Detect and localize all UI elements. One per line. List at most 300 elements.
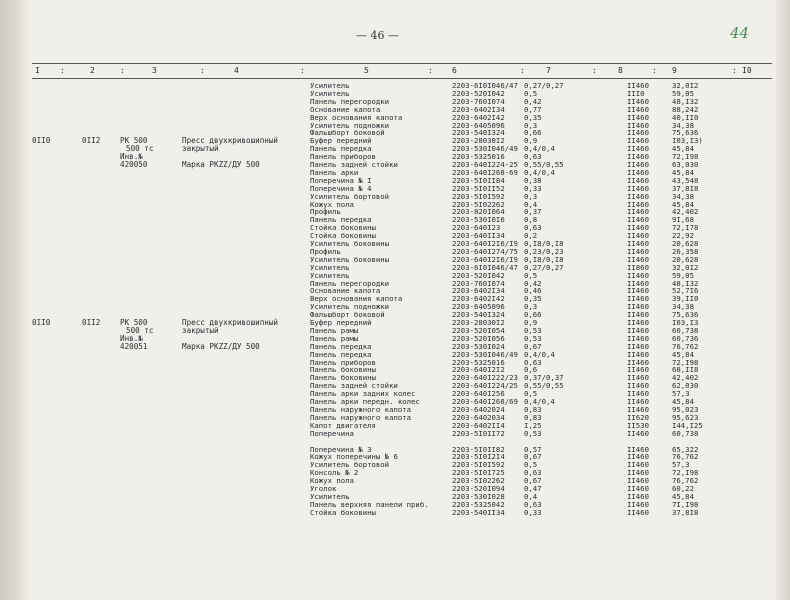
table-row: [32, 351, 772, 359]
weight: 0,83: [524, 404, 542, 414]
operation-code: 0II2: [82, 318, 101, 327]
part-name: Усилитель: [310, 270, 350, 280]
norm-code: II460: [627, 476, 649, 486]
part-code: 2203-540II34: [452, 507, 505, 517]
table-row: [32, 461, 772, 469]
amount: 22,92: [672, 231, 694, 241]
norm-code: II460: [627, 199, 649, 209]
amount: 45,84: [672, 199, 694, 209]
amount: 39,II0: [672, 294, 699, 304]
column-header: 7: [546, 66, 551, 75]
amount: I03,I3): [672, 136, 703, 146]
table-row: [32, 193, 772, 201]
column-header-row: [32, 66, 772, 78]
part-name: Панель передка: [310, 215, 372, 225]
norm-code: II460: [627, 160, 649, 169]
part-code: 2203-640I2I6/I9: [452, 254, 518, 264]
weight: 0,46: [524, 286, 542, 296]
part-name: Панель приборов: [310, 152, 376, 162]
weight: 0,67: [524, 452, 542, 462]
amount: 76,762: [672, 452, 699, 462]
weight: 0,5: [524, 389, 538, 399]
part-code: 2203-760I074: [452, 96, 505, 106]
weight: 0,3: [524, 191, 538, 201]
weight: 0,53: [524, 333, 542, 343]
norm-code: II460: [627, 333, 649, 343]
weight: 0,55/0,55: [524, 381, 564, 391]
part-name: Кожух пола: [310, 476, 354, 486]
weight: 0,55/0,55: [524, 160, 564, 169]
part-code: 2203-640I222/23: [452, 373, 518, 383]
norm-code: II460: [627, 207, 649, 217]
amount: 42,402: [672, 373, 699, 383]
press-info: 420051: [120, 341, 148, 351]
part-name: Панель рамы: [310, 325, 359, 335]
part-code: 2203-6402II4: [452, 420, 505, 430]
weight: 0,27/0,27: [524, 262, 564, 272]
weight: 0,33: [524, 183, 542, 193]
weight: 0,5: [524, 88, 538, 98]
part-code: 2203-5I0I725: [452, 468, 505, 478]
amount: 43,548: [672, 175, 699, 185]
amount: 75,636: [672, 128, 699, 138]
column-header: :: [520, 66, 525, 75]
table-row: [32, 287, 772, 295]
press-info: РК 500: [120, 318, 148, 327]
press-info: 420050: [120, 160, 148, 169]
column-header: :: [592, 66, 597, 75]
part-code: 2203-520I054: [452, 325, 505, 335]
column-header: I0: [742, 66, 752, 75]
part-name: Усилитель: [310, 262, 350, 272]
press-description: закрытый: [182, 325, 219, 335]
amount: 45,84: [672, 167, 694, 177]
part-code: 2203-6402I42: [452, 112, 505, 122]
weight: 0,57: [524, 444, 542, 454]
part-name: Усилитель: [310, 491, 350, 501]
table-row: [32, 98, 772, 106]
norm-code: II460: [627, 167, 649, 177]
amount: 72,I98: [672, 357, 699, 367]
amount: 63,030: [672, 160, 699, 169]
norm-code: II460: [627, 239, 649, 248]
amount: 20,628: [672, 239, 699, 248]
amount: 68,II8: [672, 365, 699, 375]
weight: 0,53: [524, 325, 542, 335]
group-code: 0II0: [32, 318, 51, 327]
part-name: Усилитель: [310, 88, 350, 98]
table-row: [32, 366, 772, 374]
column-header: 5: [364, 66, 369, 75]
table-row: [32, 501, 772, 509]
amount: 76,762: [672, 476, 699, 486]
amount: 59,05: [672, 88, 694, 98]
amount: I03,I3: [672, 318, 699, 327]
weight: 0,2: [524, 231, 538, 241]
part-code: 2203-640I256: [452, 389, 505, 399]
part-code: 2203-5325042: [452, 499, 505, 509]
table-row: [32, 272, 772, 280]
part-name: Панель арки задних колес: [310, 389, 416, 399]
part-code: 2203-640I268/69: [452, 397, 518, 406]
amount: 40,II0: [672, 112, 699, 122]
part-code: 2203-520I094: [452, 484, 505, 493]
norm-code: II530: [627, 420, 649, 430]
norm-code: II460: [627, 144, 649, 154]
table-row: [32, 169, 772, 177]
part-code: 2203-6I0I046/47: [452, 81, 518, 90]
norm-code: II460: [627, 404, 649, 414]
weight: 0,63: [524, 152, 542, 162]
table-row: [32, 208, 772, 216]
part-code: 2203-640I224-25: [452, 160, 518, 169]
part-code: 2203-530I046/49: [452, 144, 518, 154]
table-row: [32, 414, 772, 422]
amount: 60,22: [672, 484, 694, 493]
amount: 32,0I2: [672, 81, 699, 90]
weight: 0,3: [524, 120, 538, 130]
part-code: 2203-530I0I6: [452, 215, 505, 225]
table-row: [32, 106, 772, 114]
amount: 34,38: [672, 120, 694, 130]
part-code: 2203-640I268-69: [452, 167, 518, 177]
part-name: Основание капота: [310, 286, 381, 296]
part-code: 2203-5325016: [452, 357, 505, 367]
weight: 0,5: [524, 460, 538, 470]
part-code: 2203-530I046/49: [452, 349, 518, 359]
part-name: Усилитель бортовой: [310, 460, 390, 470]
part-code: 2203-28030I2: [452, 318, 505, 327]
norm-code: II460: [627, 310, 649, 320]
part-code: 2203-640II34: [452, 231, 505, 241]
part-name: Буфер передний: [310, 318, 372, 327]
group-code: 0II0: [32, 136, 51, 146]
part-code: 2203-5I0I592: [452, 460, 505, 470]
amount: 37,8I8: [672, 183, 699, 193]
weight: 0,I8/0,I8: [524, 254, 564, 264]
norm-code: II460: [627, 302, 649, 312]
table-row: [32, 446, 772, 454]
norm-code: II460: [627, 81, 649, 90]
table-row: [32, 264, 772, 272]
amount: 37,8I8: [672, 507, 699, 517]
amount: 65,322: [672, 444, 699, 454]
part-code: 2203-520I056: [452, 333, 505, 343]
weight: 0,42: [524, 278, 542, 288]
part-code: 2203-640I274/75: [452, 246, 518, 256]
table-row: [32, 280, 772, 288]
weight: 0,9: [524, 318, 538, 327]
part-code: 2203-6402I42: [452, 294, 505, 304]
part-name: Панель задней стойки: [310, 160, 398, 169]
header-top-rule: [32, 63, 772, 64]
norm-code: II460: [627, 120, 649, 130]
amount: 75,636: [672, 310, 699, 320]
norm-code: II460: [627, 389, 649, 399]
weight: 0,8: [524, 215, 538, 225]
press-info: РК 500: [120, 136, 148, 146]
norm-code: II460: [627, 341, 649, 351]
norm-code: II460: [627, 452, 649, 462]
part-name: Профиль: [310, 207, 341, 217]
table-row: [32, 422, 772, 430]
part-code: 2203-5I0II72: [452, 428, 505, 438]
amount: 95,023: [672, 404, 699, 414]
column-header: :: [300, 66, 305, 75]
part-name: Стойка боковины: [310, 507, 376, 517]
header-bottom-rule: [32, 78, 772, 79]
norm-code: II460: [627, 349, 649, 359]
press-description: закрытый: [182, 144, 219, 154]
column-header: :: [732, 66, 737, 75]
part-code: 2203-540I324: [452, 310, 505, 320]
part-name: Панель передка: [310, 341, 372, 351]
table-row: [32, 374, 772, 382]
amount: 95,623: [672, 412, 699, 422]
press-description: Марка PKZZ/ДУ 500: [182, 341, 260, 351]
part-name: Панель арки передн. колес: [310, 397, 420, 406]
part-name: Панель передка: [310, 349, 372, 359]
table-row: [32, 177, 772, 185]
part-name: Основание капота: [310, 104, 381, 114]
part-name: Панель верхняя панели приб.: [310, 499, 429, 509]
column-header: 4: [234, 66, 239, 75]
table-row: [32, 453, 772, 461]
column-header: :: [428, 66, 433, 75]
norm-code: II460: [627, 104, 649, 114]
binding-margin: [0, 0, 30, 600]
part-code: 2203-6I0I046/47: [452, 262, 518, 272]
norm-code: II460: [627, 491, 649, 501]
part-name: Усилитель: [310, 81, 350, 90]
part-name: Фальшборт боковой: [310, 310, 385, 320]
weight: 0,83: [524, 412, 542, 422]
weight: 0,47: [524, 484, 542, 493]
part-code: 2203-640I2I6/I9: [452, 239, 518, 248]
press-info: Инв.№: [120, 333, 143, 343]
part-code: 2203-6402024: [452, 404, 505, 414]
weight: 0,I8/0,I8: [524, 239, 564, 248]
weight: 0,27/0,27: [524, 81, 564, 90]
part-name: Панель арки: [310, 167, 359, 177]
part-code: 2203-640I224/25: [452, 381, 518, 391]
column-header: :: [120, 66, 125, 75]
part-name: Уголок: [310, 484, 337, 493]
part-code: 2203-6402I34: [452, 104, 505, 114]
part-code: 2203-530I028: [452, 491, 505, 501]
amount: 76,762: [672, 341, 699, 351]
norm-code: II460: [627, 128, 649, 138]
norm-code: II860: [627, 262, 649, 272]
table-row: [32, 248, 772, 256]
table-row: [32, 509, 772, 517]
part-code: 2203-640I2I2: [452, 365, 505, 375]
part-name: Стойка боковины: [310, 231, 376, 241]
press-description: Пресс двухкривошипный: [182, 136, 279, 146]
norm-code: II460: [627, 175, 649, 185]
part-name: Верх основания капота: [310, 294, 403, 304]
part-name: Усилитель боковины: [310, 254, 390, 264]
table-row: [32, 90, 772, 98]
part-code: 2203-5I0II52: [452, 183, 505, 193]
norm-code: II460: [627, 112, 649, 122]
norm-code: II620: [627, 412, 649, 422]
amount: 45,84: [672, 491, 694, 501]
part-name: Панель передка: [310, 144, 372, 154]
weight: I,25: [524, 420, 542, 430]
amount: 32,0I2: [672, 262, 699, 272]
weight: 0,63: [524, 468, 542, 478]
table-row: [32, 485, 772, 493]
norm-code: II460: [627, 136, 649, 146]
norm-code: II460: [627, 223, 649, 233]
press-description: Пресс двухкривошипный: [182, 318, 279, 327]
part-code: 2203-5I02262: [452, 199, 505, 209]
weight: 0,37: [524, 207, 542, 217]
table-row: [32, 224, 772, 232]
part-code: 2203-520I042: [452, 270, 505, 280]
press-info: 500 тс: [126, 325, 154, 335]
part-name: Панель приборов: [310, 357, 376, 367]
weight: 0,77: [524, 104, 542, 114]
weight: 0,35: [524, 294, 542, 304]
amount: 26,358: [672, 246, 699, 256]
weight: 0,42: [524, 96, 542, 106]
part-name: Усилитель бортовой: [310, 191, 390, 201]
amount: 20,628: [672, 254, 699, 264]
weight: 0,4/0,4: [524, 167, 555, 177]
weight: 0,63: [524, 357, 542, 367]
part-name: Консоль № 2: [310, 468, 359, 478]
norm-code: II460: [627, 365, 649, 375]
weight: 0,4: [524, 199, 538, 209]
part-code: 2203-5I02262: [452, 476, 505, 486]
amount: 52,7I6: [672, 286, 699, 296]
norm-code: II460: [627, 381, 649, 391]
norm-code: II460: [627, 325, 649, 335]
weight: 0,4/0,4: [524, 349, 555, 359]
part-code: 2203-6402034: [452, 412, 505, 422]
part-name: Профиль: [310, 246, 341, 256]
table-row: [32, 114, 772, 122]
column-header: I: [35, 66, 40, 75]
weight: 0,33: [524, 507, 542, 517]
norm-code: III0: [627, 88, 645, 98]
weight: 0,38: [524, 175, 542, 185]
handwritten-sheet-number: 44: [730, 24, 750, 42]
table-row: [32, 477, 772, 485]
part-name: Стойка боковины: [310, 223, 376, 233]
part-name: Панель задней стойки: [310, 381, 398, 391]
norm-code: II460: [627, 231, 649, 241]
norm-code: II460: [627, 318, 649, 327]
weight: 0,63: [524, 499, 542, 509]
weight: 0,4/0,4: [524, 397, 555, 406]
part-code: 2203-6405096: [452, 302, 505, 312]
norm-code: II460: [627, 468, 649, 478]
weight: 0,4/0,4: [524, 144, 555, 154]
press-info: 500 тс: [126, 144, 154, 154]
column-header: 8: [618, 66, 623, 75]
part-code: 2203-5I0II84: [452, 175, 505, 185]
norm-code: II460: [627, 460, 649, 470]
table-row: [32, 295, 772, 303]
page-edge: [776, 0, 790, 600]
part-name: Усилитель подножки: [310, 120, 390, 130]
norm-code: II460: [627, 357, 649, 367]
operation-code: 0II2: [82, 136, 101, 146]
part-name: Панель боковины: [310, 365, 376, 375]
part-code: 2203-5I0II82: [452, 444, 505, 454]
norm-code: II460: [627, 215, 649, 225]
part-name: Усилитель боковины: [310, 239, 390, 248]
weight: 0,53: [524, 428, 542, 438]
norm-code: II460: [627, 278, 649, 288]
table-row: [32, 201, 772, 209]
amount: 72,I78: [672, 223, 699, 233]
table-row: [32, 185, 772, 193]
table-row: [32, 430, 772, 438]
norm-code: II460: [627, 96, 649, 106]
weight: 0,35: [524, 112, 542, 122]
amount: 45,84: [672, 397, 694, 406]
weight: 0,9: [524, 136, 538, 146]
norm-code: II460: [627, 373, 649, 383]
amount: 59,05: [672, 270, 694, 280]
amount: 48,I32: [672, 278, 699, 288]
weight: 0,6: [524, 365, 538, 375]
part-code: 2203-5325016: [452, 152, 505, 162]
amount: 60,736: [672, 333, 699, 343]
part-name: Поперечина № I: [310, 175, 372, 185]
press-description: Марка PKZZ/ДУ 500: [182, 160, 260, 169]
amount: 45,84: [672, 144, 694, 154]
weight: 0,67: [524, 476, 542, 486]
column-header: :: [652, 66, 657, 75]
press-info: Инв.№: [120, 152, 143, 162]
weight: 0,4: [524, 491, 538, 501]
page-number: — 46 —: [356, 29, 399, 42]
part-name: Панель наружного капота: [310, 404, 412, 414]
part-code: 2203-6405096: [452, 120, 505, 130]
amount: 45,84: [672, 349, 694, 359]
weight: 0,5: [524, 270, 538, 280]
amount: 62,030: [672, 381, 699, 391]
amount: 72,I98: [672, 468, 699, 478]
table-row: [32, 232, 772, 240]
weight: 0,63: [524, 223, 542, 233]
column-header: 2: [90, 66, 95, 75]
column-header: 6: [452, 66, 457, 75]
table-row: [32, 216, 772, 224]
column-header: :: [60, 66, 65, 75]
column-header: 9: [672, 66, 677, 75]
part-name: Поперечина № 4: [310, 183, 372, 193]
table-row: [32, 122, 772, 130]
amount: 7I,I98: [672, 499, 699, 509]
column-header: :: [200, 66, 205, 75]
table-row: [32, 303, 772, 311]
amount: 60,738: [672, 325, 699, 335]
weight: 0,23/0,23: [524, 246, 564, 256]
weight: 0,66: [524, 128, 542, 138]
amount: 9I,68: [672, 215, 694, 225]
table-row: [32, 359, 772, 367]
amount: 42,402: [672, 207, 699, 217]
weight: 0,3: [524, 302, 538, 312]
norm-code: II460: [627, 444, 649, 454]
table-row: [32, 240, 772, 248]
